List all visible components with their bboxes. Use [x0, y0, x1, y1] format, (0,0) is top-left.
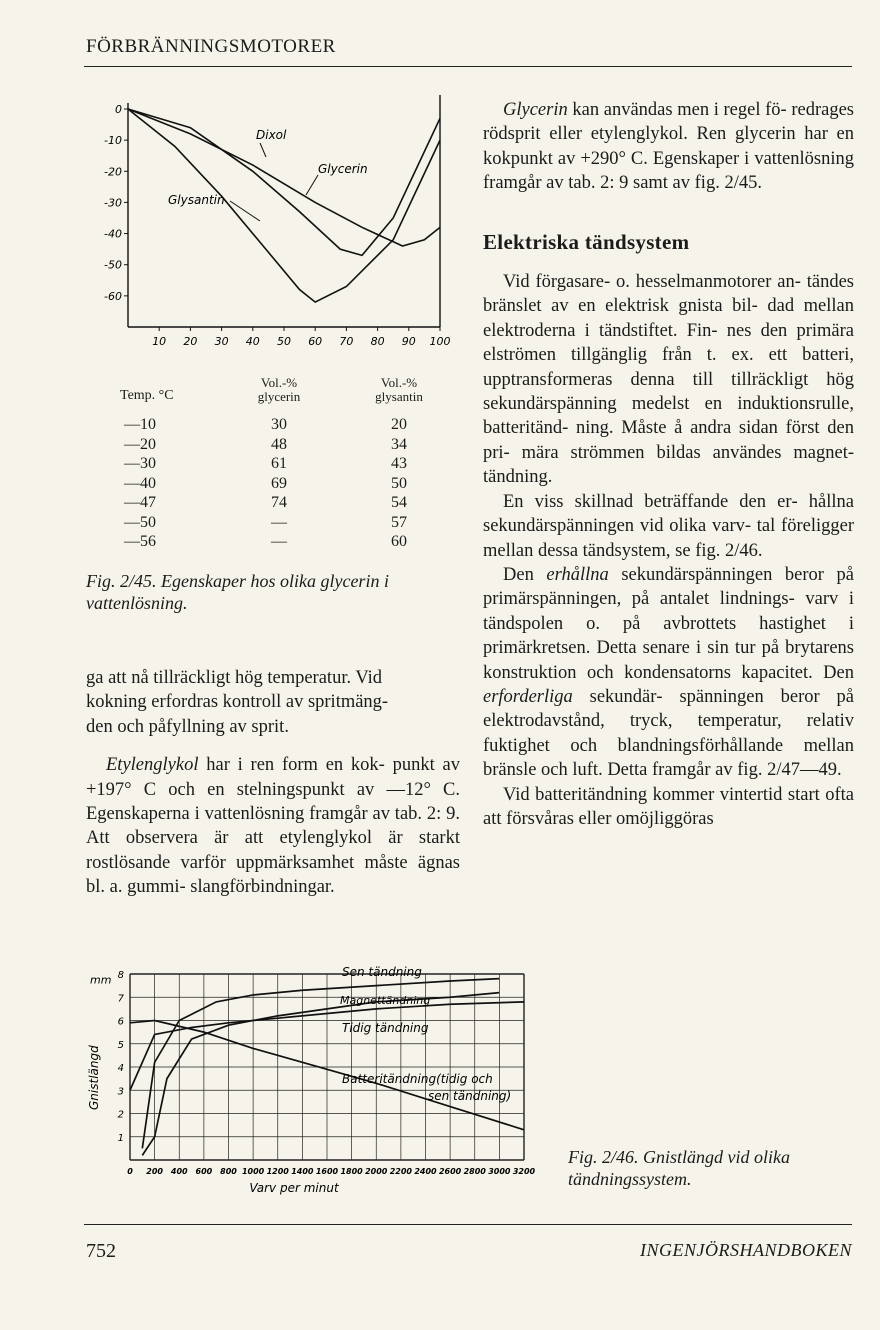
x-tick-label: 60: [308, 335, 323, 348]
table-cell-glycerin: —: [271, 533, 287, 550]
paragraph: [483, 563, 854, 783]
fig-2-45-table: [96, 374, 466, 554]
term: erforderliga: [483, 686, 573, 707]
line: den och påfyllning av sprit.: [86, 716, 289, 737]
table-cell-glycerin: 30: [271, 416, 287, 433]
book-title: INGENJÖRSHANDBOKEN: [640, 1240, 852, 1260]
y-tick-label: 0: [115, 103, 122, 116]
x-tick-label: 400: [170, 1167, 188, 1176]
paragraph-etylenglykol: [86, 753, 460, 899]
x-tick-label: 2000: [365, 1167, 388, 1176]
y-tick-label: 1: [117, 1132, 124, 1144]
text: sekundär‑ spänningen beror på elektrodavstånd, tryck, temperatur, relativ fuktighet och blandningsförhållande mellan bränsle och luft. Detta framgår av fig. 2/47—49.: [483, 686, 854, 781]
table-cell-glysantin: 50: [391, 474, 407, 492]
label-batteri-2: sen tändning): [428, 1089, 512, 1103]
x-tick-label: 3200: [512, 1167, 536, 1176]
table-cell-temp: —20: [124, 435, 156, 453]
x-tick-label: 1800: [340, 1167, 363, 1176]
paragraph: Vid förgasare‑ o. hesselmanmotorer an‑ tändes bränslet av en elektrisk gnista bil‑ dad mellan elektroderna i tändstiftet. Fin‑ nes den primära elströmen tillgänglig från t. ex. ett batteri, upptransformeras denna till tillräckligt hög sekundärspänning medelst en induktionsrulle, batteritänd‑ ning. Måste å andra sidan först den pri‑ mära strömmen bildas användes magnet‑ tändning.: [483, 272, 854, 488]
paragraph: [86, 666, 460, 739]
x-tick-label: 2400: [414, 1167, 437, 1176]
table-cell-temp: —56: [124, 533, 156, 550]
x-tick-label: 90: [401, 335, 416, 348]
label-sen: Sen tändning: [342, 965, 422, 979]
table-cell-glysantin: 57: [391, 513, 407, 531]
x-tick-label: 100: [429, 335, 451, 348]
y-tick-label: -40: [104, 227, 122, 241]
label-glysantin: Glysantin: [168, 193, 225, 207]
label-magnet: Magnettändning: [340, 994, 431, 1007]
table-header-glysantin: Vol.‑% glysantin: [375, 375, 423, 404]
x-tick-label: 80: [370, 335, 385, 348]
table-cell-temp: —40: [124, 474, 156, 492]
fig-2-45-plot: [104, 95, 450, 348]
term: Glycerin: [503, 100, 568, 120]
label-leader: [260, 143, 266, 157]
page-number: 752: [86, 1240, 116, 1262]
y-tick-label: 4: [117, 1063, 124, 1074]
paragraph-text: kan användas men i regel fö‑ redrages rödsprit eller etylenglykol. Ren glycerin har en kokpunkt av +290° C. Egenskaper i vattenlösning framgår av tab. 2: 9 samt av fig. 2/45.: [483, 100, 854, 194]
x-tick-label: 1000: [241, 1167, 265, 1176]
label-dixol: Dixol: [256, 128, 287, 142]
table-cell-glysantin: 20: [391, 416, 407, 433]
table-cell-glycerin: —: [271, 513, 287, 531]
table-cell-glycerin: 61: [271, 455, 287, 472]
y-tick-label: 3: [117, 1086, 124, 1098]
x-tick-label: 50: [277, 335, 291, 348]
line: kokning erfordras kontroll av spritmäng‑: [86, 692, 389, 713]
table-cell-glycerin: 48: [271, 435, 287, 453]
x-tick-label: 0: [127, 1167, 133, 1176]
x-tick-label: 2800: [463, 1167, 486, 1176]
x-tick-label: 200: [146, 1167, 163, 1176]
y-tick-label: -10: [104, 134, 122, 148]
x-tick-label: 10: [152, 335, 167, 348]
text: Den: [503, 564, 547, 585]
paragraph-glycerin: [483, 98, 854, 196]
y-tick-label: -20: [104, 165, 122, 179]
section-heading: Elektriska tändsystem: [483, 229, 690, 254]
y-axis-label: Gnistlängd: [87, 1045, 101, 1110]
table-cell-temp: —30: [124, 455, 156, 472]
y-tick-label: -60: [104, 289, 122, 303]
x-tick-label: 600: [195, 1167, 213, 1176]
x-tick-label: 2600: [438, 1167, 462, 1176]
table-cell-temp: —50: [124, 513, 156, 531]
x-tick-label: 1600: [315, 1167, 339, 1176]
y-tick-label: 5: [117, 1039, 124, 1051]
left-column-text: [86, 666, 460, 900]
header-rule: [84, 66, 852, 67]
y-tick-label: 7: [117, 993, 124, 1005]
y-tick-label: 8: [117, 970, 124, 981]
label-batteri-1: Batteritändning(tidig och: [342, 1072, 493, 1086]
fig-2-46-plot: [87, 965, 536, 1195]
y-unit: mm: [90, 973, 112, 987]
label-tidig: Tidig tändning: [342, 1021, 429, 1035]
table-cell-glysantin: 43: [391, 455, 407, 472]
y-tick-label: -30: [104, 196, 122, 210]
fig-2-45-caption: Fig. 2/45. Egenskaper hos olika glycerin i vattenlösning.: [86, 571, 389, 613]
table-cell-glycerin: 69: [271, 474, 287, 492]
table-header-temp: Temp. °C: [120, 388, 174, 403]
table-cell-temp: —47: [124, 494, 156, 511]
table-cell-glycerin: 74: [271, 494, 287, 511]
x-tick-label: 40: [245, 335, 260, 348]
right-column-text: [483, 98, 854, 831]
y-tick-label: 2: [117, 1109, 124, 1121]
table-cell-glysantin: 60: [391, 533, 407, 550]
fig-2-46-caption: Fig. 2/46. Gnistlängd vid olika tändningssystem.: [568, 1147, 790, 1189]
fig-2-45-chart: [90, 95, 460, 360]
y-tick-label: -50: [104, 258, 122, 272]
term: Etylenglykol: [106, 755, 199, 776]
x-tick-label: 20: [183, 335, 198, 348]
x-axis-label: Varv per minut: [249, 1181, 339, 1195]
y-tick-label: 6: [117, 1016, 124, 1028]
x-tick-label: 70: [339, 335, 354, 348]
table-cell-glysantin: 34: [391, 435, 407, 453]
label-glycerin: Glycerin: [318, 162, 368, 176]
running-title: FÖRBRÄNNINGSMOTORER: [86, 36, 336, 57]
x-tick-label: 30: [214, 335, 229, 348]
table-cell-glysantin: 54: [391, 494, 407, 511]
table-cell-temp: —10: [124, 416, 156, 433]
x-tick-label: 3000: [488, 1167, 511, 1176]
x-tick-label: 2200: [389, 1167, 413, 1176]
x-tick-label: 1400: [291, 1167, 314, 1176]
paragraph-text: har i ren form en kok‑ punkt av +197° C och en stelningspunkt av —12° C. Egenskaperna i vattenlösning framgår av tab. 2: 9. Att observera är att etylenglykol är starkt rostlösande varför uppmärksamhet måste ägnas bl. a. gummi‑ slangförbindningar.: [86, 755, 460, 898]
line: ga att nå tillräckligt hög temperatur. Vid: [86, 668, 383, 688]
term: erhållna: [546, 564, 609, 585]
paragraph: En viss skillnad beträffande den er‑ hållna sekundärspänningen vid olika varv‑ tal föreligger mellan dessa tändsystem, se fig. 2/46.: [483, 491, 854, 561]
fig-2-46-chart: [84, 960, 554, 1210]
x-tick-label: 800: [220, 1167, 237, 1176]
text: sekundärspänningen beror på primärspänningen, på antalet lindnings‑ varv i tändspolen o. på avbrottets hastighet i primärkretsen. Detta senare i sin tur på brytarens konstruktion och kondensatorns kapacitet. Den: [483, 564, 854, 683]
table-header-glycerin: Vol.‑% glycerin: [257, 375, 301, 404]
paragraph: Vid batteritändning kommer vintertid start ofta att försvåras eller omöjliggöras: [483, 784, 854, 829]
x-tick-label: 1200: [266, 1167, 289, 1176]
label-leader: [306, 175, 318, 195]
footer-rule: [84, 1224, 852, 1225]
